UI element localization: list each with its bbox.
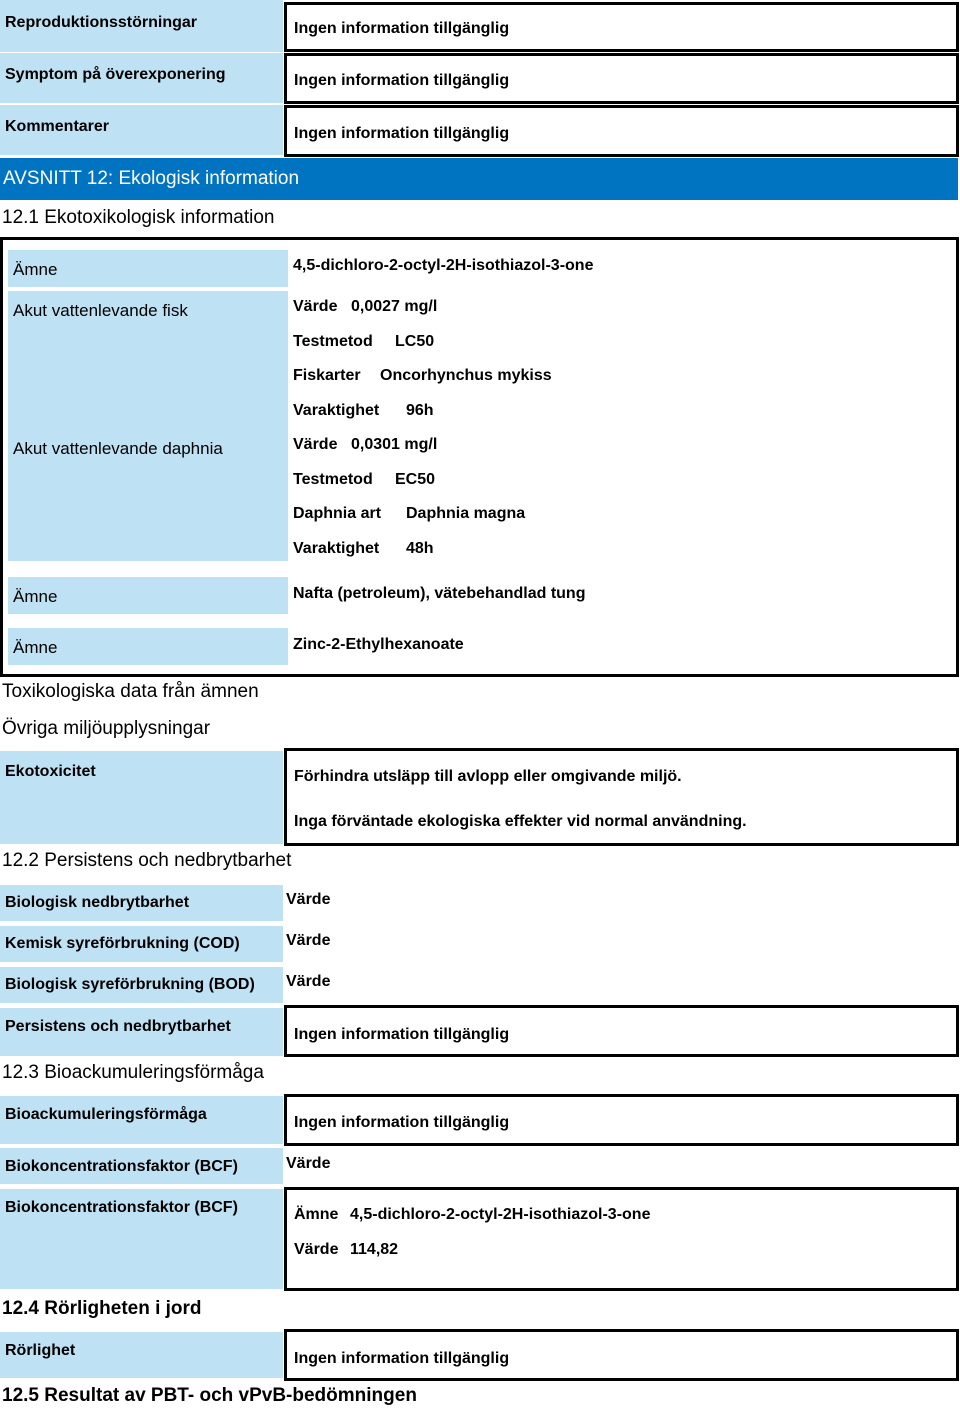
s122-row-label — [0, 967, 283, 1003]
row-value-box — [284, 105, 959, 157]
daphnia-label-text: Akut vattenlevande daphnia — [13, 439, 223, 458]
s122-row-value: Värde — [286, 932, 331, 949]
row-value-text: Ingen information tillgänglig — [294, 72, 510, 89]
daphnia-varde-label: Värde — [293, 436, 338, 453]
label-text: Rörlighet — [5, 1342, 76, 1359]
rorlighet-box — [284, 1329, 959, 1381]
fish-varaktighet-label: Varaktighet — [293, 402, 380, 419]
rorlighet-label — [0, 1332, 283, 1378]
bcf2-label — [0, 1189, 283, 1289]
substance-name: Zinc-2-Ethylhexanoate — [293, 636, 464, 653]
persist-label — [0, 1008, 283, 1056]
label-text: Bioackumuleringsförmåga — [5, 1106, 207, 1123]
amne-label — [8, 250, 288, 287]
row-value-box — [284, 2, 959, 52]
persist-box — [284, 1005, 959, 1057]
row-value-text: Ingen information tillgänglig — [294, 20, 510, 37]
substance-name: Nafta (petroleum), vätebehandlad tung — [293, 585, 586, 602]
bcf2-amne-label: Ämne — [294, 1206, 339, 1223]
label-text: Kemisk syreförbrukning (COD) — [5, 935, 240, 952]
daphnia-varaktighet-label: Varaktighet — [293, 540, 380, 557]
row-value-text: Ingen information tillgänglig — [294, 125, 510, 142]
row-label-symptom — [0, 53, 283, 103]
row-label-text: Kommentarer — [5, 118, 110, 135]
s122-title: 12.2 Persistens och nedbrytbarhet — [2, 850, 292, 871]
fish-testmetod-label: Testmetod — [293, 333, 373, 350]
fiskarter-label: Fiskarter — [293, 367, 361, 384]
fish-varaktighet: 96h — [406, 402, 434, 419]
ekotox-box — [284, 748, 959, 846]
s122-row-label — [0, 926, 283, 962]
row-label-reproduktion — [0, 0, 283, 52]
ekotox-line2: Inga förväntade ekologiska effekter vid normal användning. — [294, 813, 747, 830]
bcf1-value: Värde — [286, 1155, 331, 1172]
s124-title: 12.4 Rörligheten i jord — [2, 1298, 202, 1319]
label-text: Biokoncentrationsfaktor (BCF) — [5, 1158, 238, 1175]
bioack-label — [0, 1096, 283, 1144]
fish-testmetod: LC50 — [395, 333, 435, 350]
s123-title: 12.3 Bioackumuleringsförmåga — [2, 1062, 264, 1083]
s122-row-label — [0, 885, 283, 921]
label-text: Akut vattenlevande fisk — [13, 301, 188, 320]
fiskarter: Oncorhynchus mykiss — [380, 367, 552, 384]
bcf1-label — [0, 1148, 283, 1184]
bioack-box — [284, 1094, 959, 1146]
subsection-title: 12.1 Ekotoxikologisk information — [2, 207, 275, 228]
tox-title: Toxikologiska data från ämnen — [2, 681, 259, 702]
daphnia-testmetod: EC50 — [395, 471, 436, 488]
ovriga-title: Övriga miljöupplysningar — [2, 718, 211, 739]
label-text: Biologisk nedbrytbarhet — [5, 894, 190, 911]
bcf2-varde: 114,82 — [350, 1241, 399, 1258]
daphnia-testmetod-label: Testmetod — [293, 471, 373, 488]
fish-varde-label: Värde — [293, 298, 338, 315]
rorlighet-value: Ingen information tillgänglig — [294, 1350, 510, 1367]
s122-row-value: Värde — [286, 891, 331, 908]
persist-value: Ingen information tillgänglig — [294, 1026, 510, 1043]
label-text: Biokoncentrationsfaktor (BCF) — [5, 1199, 238, 1216]
label-text: Ämne — [13, 587, 58, 606]
daphnia-art-label: Daphnia art — [293, 505, 382, 522]
daphnia-art: Daphnia magna — [406, 505, 526, 522]
label-text: Ekotoxicitet — [5, 763, 96, 780]
amne-label — [8, 628, 288, 665]
row-label-text: Reproduktionsstörningar — [5, 14, 198, 31]
daphnia-varde: 0,0301 mg/l — [351, 436, 438, 453]
label-text: Biologisk syreförbrukning (BOD) — [5, 976, 255, 993]
bcf2-varde-label: Värde — [294, 1241, 339, 1258]
fish-label — [8, 291, 288, 561]
label-text: Ämne — [13, 260, 58, 279]
row-label-text: Symptom på överexponering — [5, 66, 226, 83]
amne-label — [8, 577, 288, 614]
s122-row-value: Värde — [286, 973, 331, 990]
bioack-value: Ingen information tillgänglig — [294, 1114, 510, 1131]
daphnia-varaktighet: 48h — [406, 540, 434, 557]
label-text: Ämne — [13, 638, 58, 657]
fish-varde: 0,0027 mg/l — [351, 298, 438, 315]
s125-title: 12.5 Resultat av PBT- och vPvB-bedömningen — [2, 1385, 417, 1406]
bcf2-amne: 4,5-dichloro-2-octyl-2H-isothiazol-3-one — [350, 1206, 651, 1223]
bcf2-box — [284, 1187, 959, 1291]
label-text: Persistens och nedbrytbarhet — [5, 1018, 231, 1035]
ekotox-line1: Förhindra utsläpp till avlopp eller omgivande miljö. — [294, 768, 682, 785]
section-banner: AVSNITT 12: Ekologisk information — [0, 158, 958, 200]
substance-name: 4,5-dichloro-2-octyl-2H-isothiazol-3-one — [293, 257, 594, 274]
ekotox-label — [0, 751, 283, 844]
row-value-box — [284, 53, 959, 104]
row-label-kommentarer — [0, 105, 283, 155]
